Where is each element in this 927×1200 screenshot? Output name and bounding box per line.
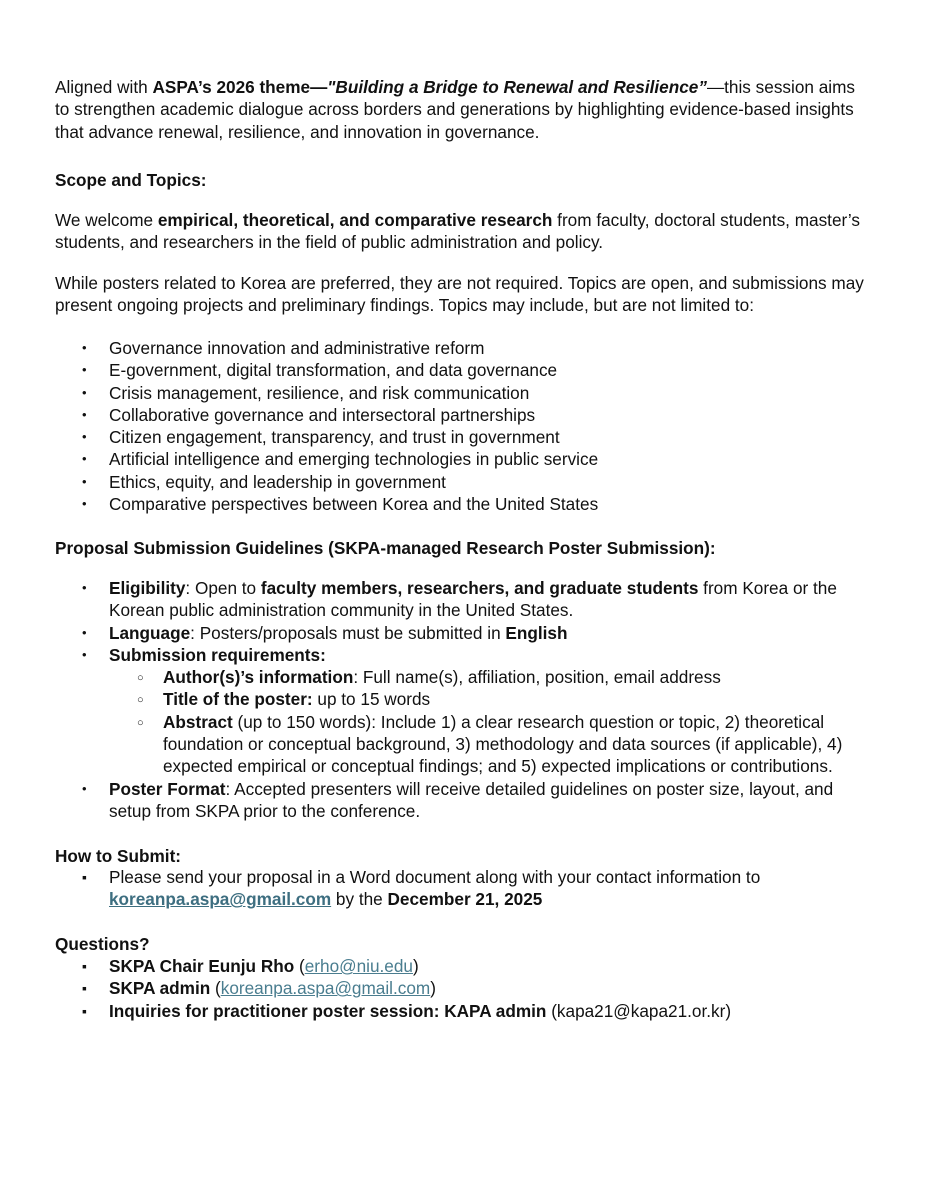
theme-label: ASPA’s 2026 theme— [152,77,328,97]
theme-title: "Building a Bridge to Renewal and Resilience” [327,77,707,97]
poster-format-item: • Poster Format: Accepted presenters will receive detailed guidelines on poster size, layout, and setup from SKPA prior to the conference. [55,778,870,823]
intro-paragraph [55,76,870,143]
kapa-email: (kapa21@kapa21.or.kr) [551,1000,732,1021]
kapa-contact-item: ▪ Inquiries for practitioner poster session: KAPA admin (kapa21@kapa21.or.kr) [55,1000,870,1022]
topic-item: • Governance innovation and administrative reform [55,337,870,359]
requirements-sublist [109,666,870,777]
topic-item: • Crisis management, resilience, and risk communication [55,382,870,404]
topic-item: • E-government, digital transformation, and data governance [55,359,870,381]
submit-list [55,866,870,911]
admin-email-link[interactable]: koreanpa.aspa@gmail.com [220,978,431,999]
topic-item: • Ethics, equity, and leadership in government [55,471,870,493]
submit-heading: How to Submit: [55,846,182,866]
author-info-item: ○ Author(s)’s information: Full name(s), affiliation, position, email address [109,666,870,688]
questions-heading: Questions? [55,934,150,954]
guidelines-heading: Proposal Submission Guidelines (SKPA-managed Research Poster Submission): [55,538,716,558]
topic-item: • Artificial intelligence and emerging technologies in public service [55,448,870,470]
topic-item: • Comparative perspectives between Korea and the United States [55,493,870,515]
poster-title-item: ○ Title of the poster: up to 15 words [109,688,870,710]
topic-item: • Citizen engagement, transparency, and trust in government [55,426,870,448]
scope-heading: Scope and Topics: [55,170,207,190]
topic-item: • Collaborative governance and intersectoral partnerships [55,404,870,426]
questions-list [55,955,870,1022]
submission-email-link[interactable]: koreanpa.aspa@gmail.com [109,889,332,910]
intro-text: Aligned with [55,77,153,97]
research-types: empirical, theoretical, and comparative research [157,210,553,230]
scope-paragraph-2: While posters related to Korea are preferred, they are not required. Topics are open, and submissions may present ongoing projects and preliminary findings. Topics may include, but are not limited to: [55,273,864,316]
scope-paragraph-1: We welcome empirical, theoretical, and comparative research from faculty, doctoral students, master’s students, and researchers in the field of public administration and policy. [55,210,860,253]
intro-text-cont: —this session aims to strengthen academic dialogue across borders and generations by highlighting evidence-based insights that advance renewal, resilience, and innovation in governance. [55,77,856,142]
chair-email-link[interactable]: erho@niu.edu [304,956,413,976]
requirements-item: • Submission requirements: ○ Author(s)’s information: Full name(s), affiliation, position, email address ○ Title of the poster: up to 15 words ○ Abstract (up to 150 words): Include 1) a clear research question or topic, 2) theoretical foundation or conceptual background, 3) methodology and data sources (if applicable), 4) expected empirical or conceptual findings; and 5) expected implications or contributions. [55,644,870,778]
deadline: December 21, 2025 [387,889,543,910]
eligibility-item: • Eligibility: Open to faculty members, researchers, and graduate students from Korea or the Korean public administration community in the United States. [55,577,870,622]
topics-list [55,337,870,515]
admin-contact-item: ▪ SKPA admin (koreanpa.aspa@gmail.com) [55,977,870,999]
language-item: • Language: Posters/proposals must be submitted in English [55,622,870,644]
submit-item: ▪ Please send your proposal in a Word document along with your contact information to koreanpa.aspa@gmail.com by the December 21, 2025 [55,866,870,911]
guidelines-list [55,577,870,822]
chair-contact-item: ▪ SKPA Chair Eunju Rho (erho@niu.edu) [55,955,870,977]
abstract-item: ○ Abstract (up to 150 words): Include 1) a clear research question or topic, 2) theoretical foundation or conceptual background, 3) methodology and data sources (if applicable), 4) expected empirical or conceptual findings; and 5) expected implications or contributions. [109,711,870,778]
